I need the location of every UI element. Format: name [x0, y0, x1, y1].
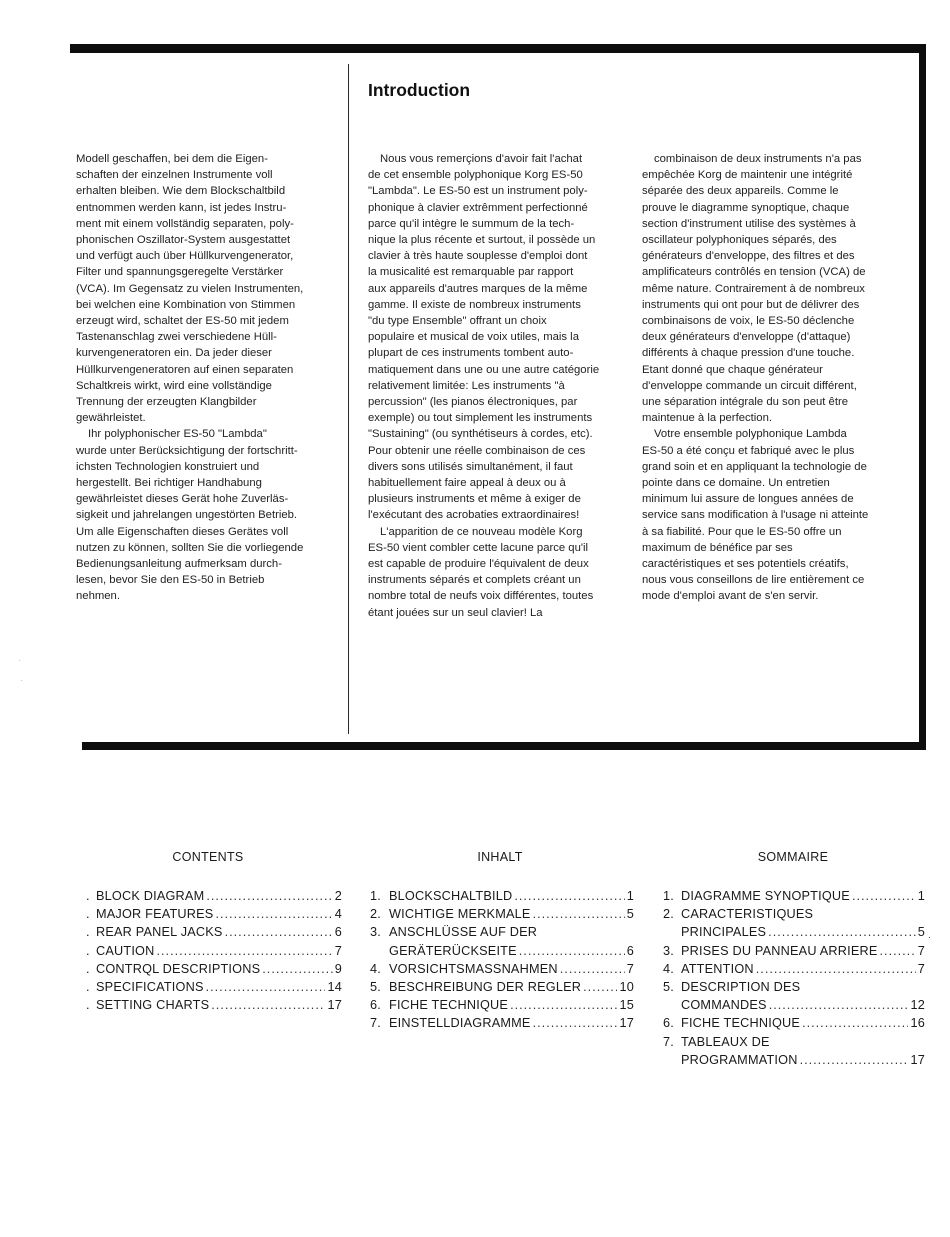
- text-line: nutzen zu können, sollten Sie die vorliegende: [76, 541, 304, 554]
- toc-number: 6.: [663, 1016, 674, 1031]
- text-line: gamme. Il existe de nombreux instruments: [368, 298, 581, 311]
- toc-leader-dots: [206, 978, 326, 996]
- toc-number: .: [86, 961, 90, 976]
- paragraph: [368, 151, 632, 524]
- text-line: minimum lui assure de longues années de: [642, 493, 854, 506]
- text-line: ichsten Technologien konstruiert und: [76, 460, 260, 473]
- text-line: oscillateur polyphoniques séparés, des: [642, 234, 837, 247]
- toc-number: 1.: [663, 889, 674, 903]
- text-line: mode d'emploi avant de s'en servir.: [642, 590, 819, 603]
- french-text-column-1: [368, 151, 632, 621]
- text-line: Um alle Eigenschaften dieses Gerätes voll: [76, 525, 289, 538]
- text-line: séparée des deux appareils. Comme le: [642, 185, 839, 198]
- text-line: matiquement dans une ou une autre catégorie: [368, 363, 600, 376]
- toc-label: SETTING CHARTS: [96, 998, 210, 1013]
- toc-page-number: 7: [626, 961, 634, 976]
- text-line: Pour obtenir une réelle combinaison de ces: [368, 444, 586, 457]
- toc-leader-dots: [768, 923, 916, 941]
- text-line: instruments qui ont pour but de délivrer des: [642, 298, 860, 311]
- toc-label: FICHE TECHNIQUE: [681, 1016, 801, 1031]
- column-divider: [348, 64, 349, 734]
- toc-entry: [86, 905, 342, 923]
- text-line: schaften der einzelnen Instrumente voll: [76, 169, 273, 182]
- toc-entry: [86, 923, 342, 941]
- toc-label: PRISES DU PANNEAU ARRIERE: [681, 943, 878, 958]
- text-line: ES-50 a été conçu et fabriqué avec le plus: [642, 444, 855, 457]
- toc-number: .: [86, 889, 90, 903]
- text-line: caractéristiques et ses potentiels créatifs,: [642, 558, 849, 571]
- text-line: kurvengeneratoren ein. Da jeder dieser: [76, 347, 272, 360]
- text-line: ment mit einem vollständig separaten, poly-: [76, 217, 294, 230]
- text-line: maintenue à la perfection.: [642, 412, 772, 425]
- toc-leader-dots: [800, 1051, 909, 1069]
- text-line: relativement limitée: Les instruments "à: [368, 379, 565, 392]
- text-line: section d'instrument utilise des systèmes à: [642, 217, 856, 230]
- toc-label: FICHE TECHNIQUE: [389, 998, 509, 1013]
- text-line: erzeugt wird, schaltet der ES-50 mit jedem: [76, 315, 289, 328]
- toc-label: CARACTERISTIQUES: [681, 907, 814, 922]
- text-line: exemple) ou tout simplement les instruments: [368, 412, 593, 425]
- top-border-rule: [70, 44, 926, 53]
- text-line: deux générateurs d'enveloppe (d'attaque): [642, 331, 851, 344]
- contents-title: CONTENTS: [172, 850, 244, 864]
- text-line: aux appareils d'autres marques de la même: [368, 282, 588, 295]
- toc-entry: [663, 905, 925, 941]
- toc-entry: [86, 978, 342, 996]
- toc-entry: [370, 1014, 634, 1032]
- toc-entry: [663, 960, 925, 978]
- text-line: percussion" (les pianos électroniques, par: [368, 396, 578, 409]
- text-line: "Sustaining" (ou synthétiseurs à cordes, etc).: [368, 428, 593, 441]
- toc-number: 6.: [370, 998, 381, 1013]
- toc-page-number: 15: [619, 998, 634, 1013]
- scan-mark: ·: [20, 676, 23, 685]
- text-line: lesen, bevor Sie den ES-50 in Betrieb: [76, 574, 265, 587]
- toc-leader-dots: [510, 996, 617, 1014]
- text-line: sigkeit und jahrelangen ungestörten Betrieb.: [76, 509, 298, 522]
- text-line: combinaison de deux instruments n'a pas: [654, 153, 862, 165]
- toc-page-number: 7: [917, 943, 925, 958]
- toc-page-number: 6: [334, 925, 342, 940]
- toc-page-number: 5: [626, 907, 634, 922]
- text-line: Bedienungsanleitung aufmerksam durch-: [76, 558, 282, 571]
- toc-label: PROGRAMMATION: [681, 1052, 798, 1067]
- text-line: même nature. Contrairement à de nombreux: [642, 282, 865, 295]
- text-line: Trennung der erzeugten Klangbilder: [76, 396, 257, 409]
- toc-entry: [663, 978, 925, 1014]
- toc-label: BLOCKSCHALTBILD: [389, 889, 513, 903]
- text-line: "Lambda". Le ES-50 est un instrument poly-: [368, 185, 588, 198]
- toc-label: DESCRIPTION DES: [681, 980, 801, 995]
- text-line: clavier à très haute souplesse d'emploi dont: [368, 250, 588, 263]
- toc-leader-dots: [756, 960, 916, 978]
- text-line: und verfügt auch über Hüllkurvengenerator,: [76, 250, 294, 263]
- text-line: Etant donné que chaque générateur: [642, 363, 823, 376]
- paragraph: [642, 426, 910, 604]
- toc-number: .: [86, 925, 90, 940]
- text-line: une séparation intégrale du son peut être: [642, 396, 849, 409]
- toc-label: TABLEAUX DE: [681, 1034, 770, 1049]
- text-line: est capable de produire l'équivalent de deux: [368, 558, 589, 571]
- text-line: phonique à clavier extrêmment perfectionné: [368, 201, 588, 214]
- text-line: générateurs d'enveloppe, des filtres et des: [642, 250, 855, 263]
- toc-page-number: 6: [626, 943, 634, 958]
- toc-leader-dots: [514, 887, 624, 905]
- toc-page-number: 17: [327, 998, 342, 1013]
- toc-label: REAR PANEL JACKS: [96, 925, 223, 940]
- text-line: nombre total de neufs voix différentes, toutes: [368, 590, 594, 603]
- toc-page-number: 12: [910, 998, 925, 1013]
- text-line: parce qu'il intègre le summum de la tech-: [368, 217, 575, 230]
- toc-page-number: 1: [917, 889, 925, 903]
- contents-list: [86, 887, 342, 1014]
- toc-entry: [663, 1033, 925, 1069]
- text-line: nehmen.: [76, 590, 120, 603]
- toc-page-number: 17: [910, 1052, 925, 1067]
- text-line: combinaisons de voix, le ES-50 déclenche: [642, 315, 855, 328]
- toc-entry: [86, 887, 342, 905]
- toc-label: ANSCHLÜSSE AUF DER: [389, 925, 538, 940]
- text-line: maximum de bénéfice par ses: [642, 541, 793, 554]
- text-line: (VCA). Im Gegensatz zu vielen Instrumenten,: [76, 282, 304, 295]
- text-line: Hüllkurvengeneratoren auf einen separaten: [76, 363, 294, 376]
- toc-leader-dots: [157, 942, 333, 960]
- german-text-column: [76, 151, 341, 605]
- text-line: grand soin et en appliquant la technologie de: [642, 460, 867, 473]
- text-line: gewährleistet.: [76, 412, 146, 425]
- text-line: la musicalité est remarquable par rapport: [368, 266, 574, 279]
- toc-page-number: 7: [334, 943, 342, 958]
- toc-label: VORSICHTSMASSNAHMEN: [389, 961, 558, 976]
- text-line: erhalten bleiben. Wie dem Blockschaltbild: [76, 185, 286, 198]
- text-line: Tastenanschlag zwei verschiedene Hüll-: [76, 331, 277, 344]
- toc-leader-dots: [533, 905, 625, 923]
- toc-page-number: 4: [334, 907, 342, 922]
- text-line: bei welchen eine Kombination von Stimmen: [76, 298, 296, 311]
- toc-number: .: [86, 998, 90, 1013]
- scan-mark: ·: [18, 656, 21, 665]
- text-line: de cet ensemble polyphonique Korg ES-50: [368, 169, 583, 182]
- inhalt-title: INHALT: [477, 850, 523, 864]
- toc-label: GERÄTERÜCKSEITE: [389, 943, 517, 958]
- toc-number: 3.: [370, 925, 381, 940]
- toc-label: SPECIFICATIONS: [96, 980, 204, 995]
- text-line: habituellement faire appeal à deux ou à: [368, 477, 566, 490]
- toc-label: BESCHREIBUNG DER REGLER: [389, 980, 582, 995]
- toc-entry: [663, 887, 925, 905]
- text-line: L'apparition de ce nouveau modèle Korg: [380, 525, 583, 538]
- toc-entry: [370, 905, 634, 923]
- sommaire-list: [663, 887, 925, 1069]
- toc-number: .: [86, 980, 90, 995]
- toc-entry: [663, 942, 925, 960]
- toc-number: 3.: [663, 943, 674, 958]
- toc-leader-dots: [262, 960, 332, 978]
- toc-entry: [370, 960, 634, 978]
- toc-page-number: 14: [327, 980, 342, 995]
- toc-label: CAUTION: [96, 943, 155, 958]
- text-line: amplificateurs contrôlés en tension (VCA) de: [642, 266, 866, 279]
- text-line: plupart de ces instruments tombent auto-: [368, 347, 574, 360]
- toc-number: 2.: [663, 907, 674, 922]
- french-text-column-2: [642, 151, 910, 605]
- toc-leader-dots: [215, 905, 332, 923]
- text-line: Ihr polyphonischer ES-50 "Lambda": [88, 428, 267, 441]
- paragraph: [76, 151, 341, 426]
- toc-page-number: 17: [619, 1016, 634, 1031]
- scan-speck: .: [928, 930, 931, 941]
- text-line: ES-50 vient combler cette lacune parce qu'il: [368, 541, 589, 554]
- toc-number: 5.: [370, 980, 381, 995]
- toc-number: 7.: [663, 1034, 674, 1049]
- toc-leader-dots: [880, 942, 916, 960]
- toc-leader-dots: [533, 1014, 618, 1032]
- toc-leader-dots: [206, 887, 332, 905]
- text-line: différents à chaque pression d'une touche.: [642, 347, 855, 360]
- text-line: "du type Ensemble" offrant un choix: [368, 315, 547, 328]
- toc-number: .: [86, 907, 90, 922]
- toc-entry: [86, 942, 342, 960]
- toc-label: ATTENTION: [681, 961, 754, 976]
- text-line: phonischen Oszillator-System ausgestattet: [76, 234, 291, 247]
- toc-label: EINSTELLDIAGRAMME: [389, 1016, 531, 1031]
- toc-entry: [370, 923, 634, 959]
- toc-number: 1.: [370, 889, 381, 903]
- paragraph: [368, 524, 632, 621]
- section-heading: Introduction: [368, 80, 471, 100]
- text-line: wurde unter Berücksichtigung der fortschritt-: [76, 444, 298, 457]
- text-line: nique la plus récente et surtout, il possède un: [368, 234, 596, 247]
- toc-number: 2.: [370, 907, 381, 922]
- toc-entry: [370, 996, 634, 1014]
- toc-label: COMMANDES: [681, 998, 767, 1013]
- toc-page-number: 1: [626, 889, 634, 903]
- text-line: Filter und spannungsgeregelte Verstärker: [76, 266, 284, 279]
- toc-page-number: 5: [917, 925, 925, 940]
- toc-entry: [86, 996, 342, 1014]
- bottom-border-rule: [82, 742, 926, 750]
- text-line: prouve le diagramme synoptique, chaque: [642, 201, 850, 214]
- toc-label: DIAGRAMME SYNOPTIQUE: [681, 889, 850, 903]
- toc-label: PRINCIPALES: [681, 925, 767, 940]
- toc-entry: [370, 978, 634, 996]
- text-line: étant jouées sur un seul clavier! La: [368, 606, 543, 619]
- text-line: l'exécutant des acrobaties extraordinaires!: [368, 509, 580, 522]
- text-line: d'enveloppe commande un circuit différent,: [642, 379, 857, 392]
- text-line: divers sons utilisés simultanément, il faut: [368, 460, 573, 473]
- toc-leader-dots: [802, 1014, 908, 1032]
- text-line: Nous vous remerçions d'avoir fait l'achat: [380, 153, 583, 165]
- toc-leader-dots: [560, 960, 625, 978]
- toc-label: WICHTIGE MERKMALE: [389, 907, 531, 922]
- toc-label: BLOCK DIAGRAM: [96, 889, 205, 903]
- text-line: instruments séparés et complets créant un: [368, 574, 581, 587]
- toc-page-number: 7: [917, 961, 925, 976]
- text-line: Schaltkreis wirkt, wird eine vollständige: [76, 379, 272, 392]
- toc-number: 4.: [370, 961, 381, 976]
- toc-entry: [370, 887, 634, 905]
- toc-leader-dots: [852, 887, 916, 905]
- text-line: hergestellt. Bei richtiger Handhabung: [76, 477, 262, 490]
- toc-number: 7.: [370, 1016, 381, 1031]
- text-line: gewährleistet dieses Gerät hohe Zuverläs-: [76, 493, 289, 506]
- toc-number: 4.: [663, 961, 674, 976]
- toc-page-number: 10: [619, 980, 634, 995]
- text-line: Votre ensemble polyphonique Lambda: [654, 428, 847, 441]
- toc-page-number: 9: [334, 961, 342, 976]
- toc-leader-dots: [211, 996, 325, 1014]
- text-line: entnommen werden kann, ist jedes Instru-: [76, 201, 287, 214]
- toc-number: .: [86, 943, 90, 958]
- text-line: service sans modification à l'usage ni atteinte: [642, 509, 869, 522]
- toc-leader-dots: [225, 923, 333, 941]
- paragraph: [642, 151, 910, 426]
- toc-leader-dots: [583, 978, 617, 996]
- toc-entry: [86, 960, 342, 978]
- text-line: plusieurs instruments et même à exiger de: [368, 493, 581, 506]
- toc-leader-dots: [769, 996, 909, 1014]
- inhalt-list: [370, 887, 634, 1033]
- toc-entry: [663, 1014, 925, 1032]
- toc-page-number: 16: [910, 1016, 925, 1031]
- toc-label: CONTRQL DESCRIPTIONS: [96, 961, 261, 976]
- paragraph: [76, 426, 341, 604]
- toc-leader-dots: [519, 942, 625, 960]
- toc-page-number: 2: [334, 889, 342, 903]
- text-line: pointe dans ce domaine. Un entretien: [642, 477, 830, 490]
- text-line: à sa fiabilité. Pour que le ES-50 offre un: [642, 525, 842, 538]
- text-line: empêchée Korg de maintenir une intégrité: [642, 169, 853, 182]
- toc-label: MAJOR FEATURES: [96, 907, 214, 922]
- sommaire-title: SOMMAIRE: [757, 850, 829, 864]
- text-line: nous vous conseillons de lire entièrement ce: [642, 574, 865, 587]
- right-border-rule: [919, 44, 926, 749]
- text-line: Modell geschaffen, bei dem die Eigen-: [76, 153, 268, 165]
- text-line: populaire et musical de voix utiles, mais la: [368, 331, 579, 344]
- toc-number: 5.: [663, 980, 674, 995]
